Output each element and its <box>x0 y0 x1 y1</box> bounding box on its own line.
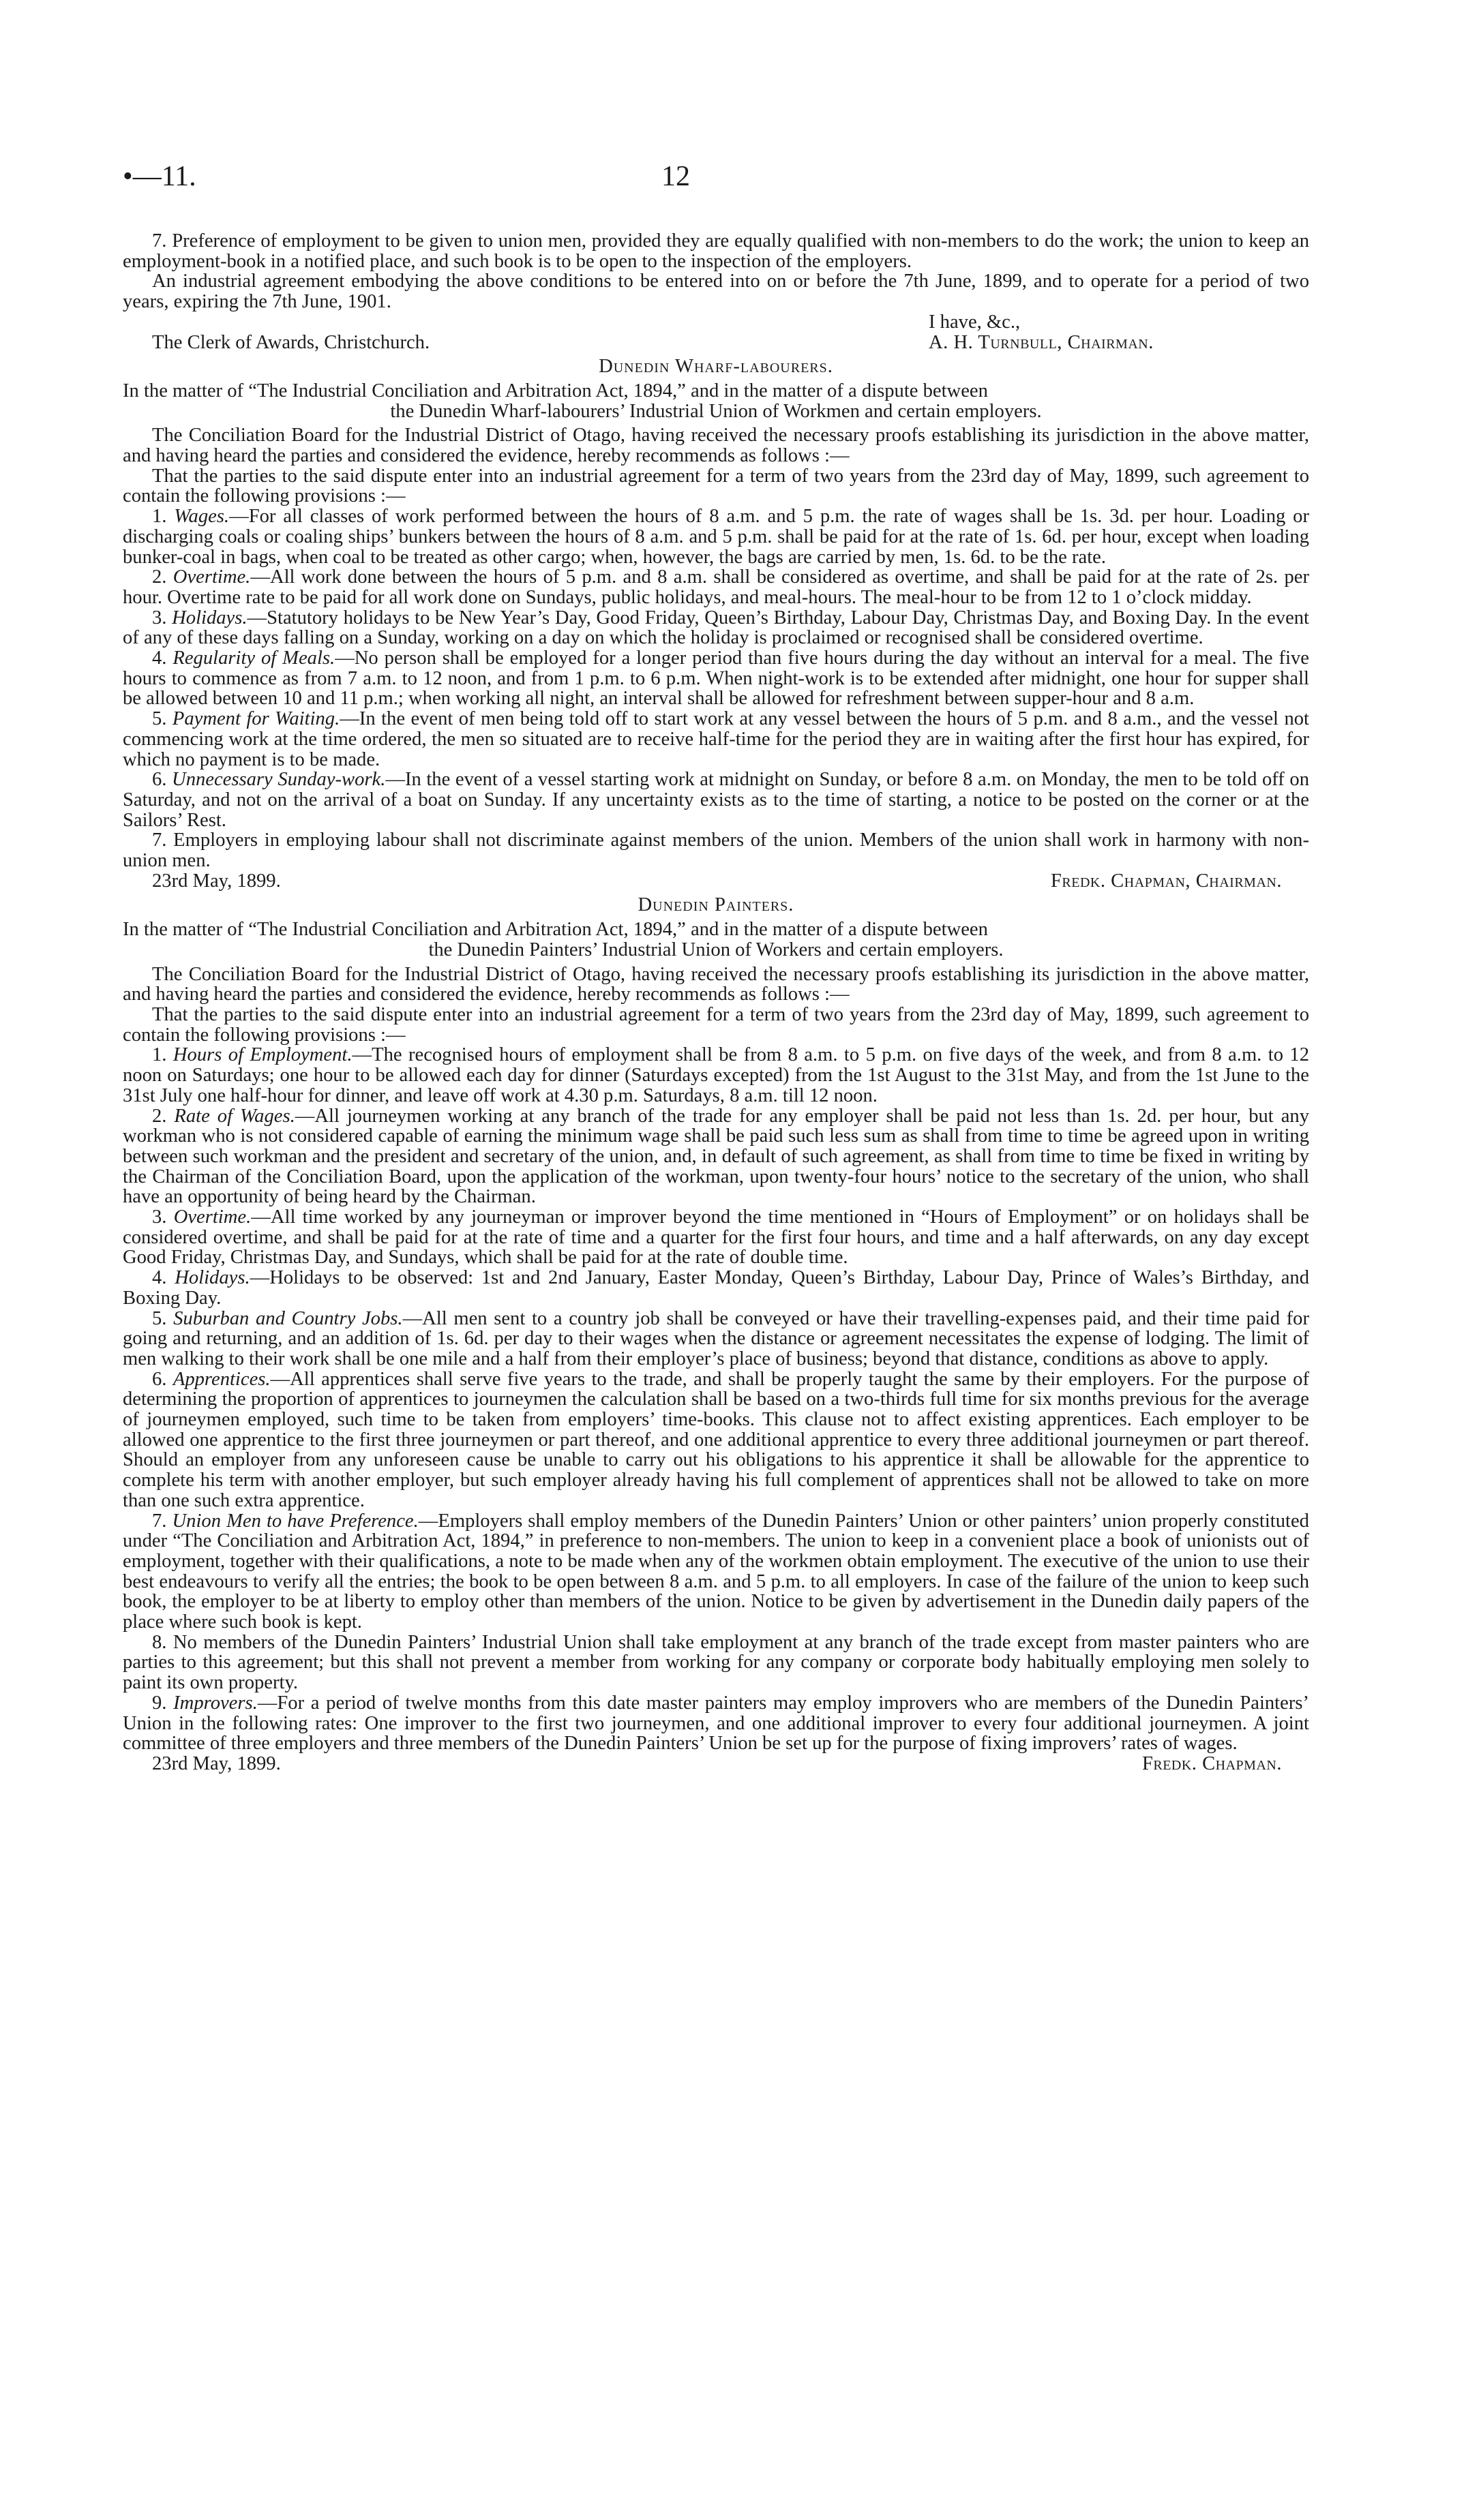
wharf-clause-5: 5. Payment for Waiting.—In the event of men being told off to start work at any vessel between the hours of 5 p.m. and 8 a.m., and the vessel not commencing work at the time ordered, the men so situated are to receive half-time for the period they are in waiting after the first hour has expired, for which no payment is to be made. <box>123 708 1309 770</box>
page-number: 12 <box>661 161 690 192</box>
heading-painters: Dunedin Painters. <box>638 894 794 916</box>
signature-turnbull: A. H. Turnbull, Chairman. <box>929 331 1154 353</box>
painters-clause-5: 5. Suburban and Country Jobs.—All men sent to a country job shall be conveyed or have their travelling-expenses paid, and their time paid for going and returning, and an addition of 1s. 6d. per day to their wages when the distance or agreement necessitates the expense of lodging. The limit of men walking to their work shall be one mile and a half from their employer’s place of business; beyond that distance, conditions as above to apply. <box>123 1307 1309 1369</box>
wharf-that-paragraph: That the parties to the said dispute enter into an industrial agreement for a term of two years from the 23rd day of May, 1899, such agreement to contain the following provisions :— <box>123 465 1309 507</box>
wharf-clause-3: 3. Holidays.—Statutory holidays to be New Year’s Day, Good Friday, Queen’s Birthday, Labour Day, Christmas Day, and Boxing Day. In the event of any of these days falling on a Sunday, working on a day on which the holiday is proclaimed or recognised shall be considered overtime. <box>123 607 1309 649</box>
wharf-clause-1: 1. Wages.—For all classes of work performed between the hours of 8 a.m. and 5 p.m. the rate of wages shall be 1s. 3d. per hour. Loading or discharging coals or coaling ships’ bunkers between the hours of 8 a.m. and 5 p.m. shall be paid for at the rate of 1s. 6d. per hour, except when loading bunker-coal in bags, when coal to be treated as other cargo; when, however, the bags are carried by men, 1s. 6d. to be the rate. <box>123 506 1310 568</box>
wharf-matter-line-1: In the matter of “The Industrial Conciliation and Arbitration Act, 1894,” and in the matter of a dispute between <box>123 380 988 401</box>
heading-wharf-labourers: Dunedin Wharf-labourers. <box>599 356 833 378</box>
wharf-signature-row <box>123 871 1309 892</box>
wharf-clause-2: 2. Overtime.—All work done between the hours of 5 p.m. and 8 a.m. shall be considered as overtime, and shall be paid for at the rate of 2s. per hour. Overtime rate to be paid for all work done on Sundays, public holidays, and meal-hours. The meal-hour to be from 12 to 1 o’clock midday. <box>123 566 1309 608</box>
painters-matter-line-1: In the matter of “The Industrial Conciliation and Arbitration Act, 1894,” and in the matter of a dispute between <box>123 919 988 941</box>
painters-clause-4: 4. Holidays.—Holidays to be observed: 1st and 2nd January, Easter Monday, Queen’s Birthday, Labour Day, Prince of Wales’s Birthday, and Boxing Day. <box>123 1267 1310 1309</box>
painters-clause-9: 9. Improvers.—For a period of twelve months from this date master painters may employ improvers who are members of the Dunedin Painters’ Union in the following rates: One improver to the first two journeymen, and one additional improver to every four additional journeymen. A joint committee of three employers and three members of the Dunedin Painters’ Union be set up for the purpose of fixing improvers’ rates of wages. <box>123 1692 1309 1755</box>
painters-clause-1: 1. Hours of Employment.—The recognised hours of employment shall be from 8 a.m. to 5 p.m. on five days of the week, and from 8 a.m. to 12 noon on Saturdays; one hour to be allowed each day for dinner (Saturdays excepted) from the 1st August to the 31st May, and from the 1st June to the 31st July one half-hour for dinner, and leave off work at 4.30 p.m. Saturdays, 8 a.m. till 12 noon. <box>123 1044 1309 1106</box>
painters-date: 23rd May, 1899. <box>152 1753 281 1774</box>
wharf-matter-line-2: the Dunedin Wharf-labourers’ Industrial Union of Workmen and certain employers. <box>390 400 1042 422</box>
document-body <box>123 231 1309 1774</box>
painters-signature-row <box>123 1754 1309 1774</box>
wharf-date: 23rd May, 1899. <box>152 870 281 892</box>
closing-row-2 <box>123 333 1309 353</box>
agreement-paragraph: An industrial agreement embodying the above conditions to be entered into on or before the 7th June, 1899, and to operate for a period of two years, expiring the 7th June, 1901. <box>123 271 1309 313</box>
closing-i-have: I have, &c., <box>929 311 1021 333</box>
painters-clause-6: 6. Apprentices.—All apprentices shall serve five years to the trade, and shall be properly taught the same by their employers. For the purpose of determining the proportion of apprentices to journeymen the calculation shall be based on a two-thirds full time for six months previous for the average of journeymen employed, such time to be taken from employers’ time-books. This clause not to affect existing apprentices. Each employer to be allowed one apprentice to the first three journeymen or part thereof, and one additional apprentice to every three additional journeymen or part thereof. Should an employer from any unforeseen cause be unable to carry out his obligations to his apprentice it shall be allowable for the apprentice to complete his term with another employer, but such employer already having his full complement of apprentices shall not be allowed to take on more than one such extra apprentice. <box>123 1368 1309 1511</box>
parliamentary-reference: •—11. <box>123 161 196 192</box>
wharf-intro: The Conciliation Board for the Industrial District of Otago, having received the necessary proofs establishing its jurisdiction in the above matter, and having heard the parties and considered the evidence, hereby recommends as follows :— <box>123 425 1309 466</box>
painters-clause-8: 8. No members of the Dunedin Painters’ Industrial Union shall take employment at any branch of the trade except from master painters who are parties to this agreement; but this shall not prevent a member from working for any company or corporate body habitually employing men solely to paint its own property. <box>123 1631 1310 1694</box>
signature-chapman-painters: Fredk. Chapman. <box>1141 1753 1282 1774</box>
wharf-clause-4: 4. Regularity of Meals.—No person shall be employed for a longer period than five hours during the day without an interval for a meal. The five hours to commence as from 7 a.m. to 12 noon, and from 1 p.m. to 6 p.m. When night-work is to be extended after midnight, one hour for supper shall be allowed between 10 and 11 p.m.; when working all night, an interval shall be allowed for refreshment between supper-hour and 8 a.m. <box>123 648 1309 710</box>
wharf-clause-7: 7. Employers in employing labour shall not discriminate against members of the union. Members of the union shall work in harmony with non-union men. <box>123 830 1309 872</box>
wharf-clause-6: 6. Unnecessary Sunday-work.—In the event of a vessel starting work at midnight on Sunday, or before 8 a.m. on Monday, the men to be told off on Saturday, and not on the arrival of a boat on Sunday. If any uncertainty exists as to the time of starting, a notice to be posted on the corner or at the Sailors’ Rest. <box>123 769 1309 831</box>
signature-chapman-wharf: Fredk. Chapman, Chairman. <box>1051 870 1282 892</box>
closing-row-1 <box>123 312 1309 333</box>
painters-clause-2: 2. Rate of Wages.—All journeymen working at any branch of the trade for any employer shall be paid not less than 1s. 2d. per hour, but any workman who is not considered capable of earning the minimum wage shall be paid such less sum as shall from time to time be agreed upon in writing between such workman and the president and secretary of the union, and, in default of such agreement, as shall from time to time be fixed in writing by the Chairman of the Conciliation Board, upon the application of the workman, upon twenty-four hours’ notice to the secretary of the union, who shall have an opportunity of being heard by the Chairman. <box>123 1105 1309 1208</box>
addressee: The Clerk of Awards, Christchurch. <box>152 331 430 353</box>
painters-matter-line-2: the Dunedin Painters’ Industrial Union of Workers and certain employers. <box>428 939 1004 960</box>
painters-that-paragraph: That the parties to the said dispute enter into an industrial agreement for a term of two years from the 23rd day of May, 1899, such agreement to contain the following provisions :— <box>123 1003 1309 1046</box>
painters-clause-3: 3. Overtime.—All time worked by any journeyman or improver beyond the time mentioned in “Hours of Employment” or on holidays shall be considered overtime, and shall be paid for at the rate of time and a quarter for the first four hours, and time and a half afterwards, on any day except Good Friday, Christmas Day, and Sundays, which shall be paid for at the rate of double time. <box>123 1206 1309 1269</box>
painters-clause-7: 7. Union Men to have Preference.—Employers shall employ members of the Dunedin Painters’ Union or other painters’ union properly constituted under “The Conciliation and Arbitration Act, 1894,” in preference to non-members. The union to keep in a convenient place a book of unionists out of employment, together with their qualifications, a note to be made when any of the workmen obtain employment. The executive of the union to use their best endeavours to verify all the entries; the book to be open between 8 a.m. and 5 p.m. to all employers. In case of the failure of the union to keep such book, the employer to be at liberty to employ other than members of the union. Notice to be given by advertisement in the Dunedin daily papers of the place where such book is kept. <box>123 1510 1309 1633</box>
clause-7-preference: 7. Preference of employment to be given to union men, provided they are equally qualified with non-members to do the work; the union to keep an employment-book in a notified place, and such book is to be open to the inspection of the employers. <box>123 230 1309 272</box>
painters-intro: The Conciliation Board for the Industrial District of Otago, having received the necessary proofs establishing its jurisdiction in the above matter, and having heard the parties and considered the evidence, hereby recommends as follows :— <box>123 963 1309 1005</box>
page-header <box>123 160 1309 201</box>
document-page <box>123 160 1309 1774</box>
